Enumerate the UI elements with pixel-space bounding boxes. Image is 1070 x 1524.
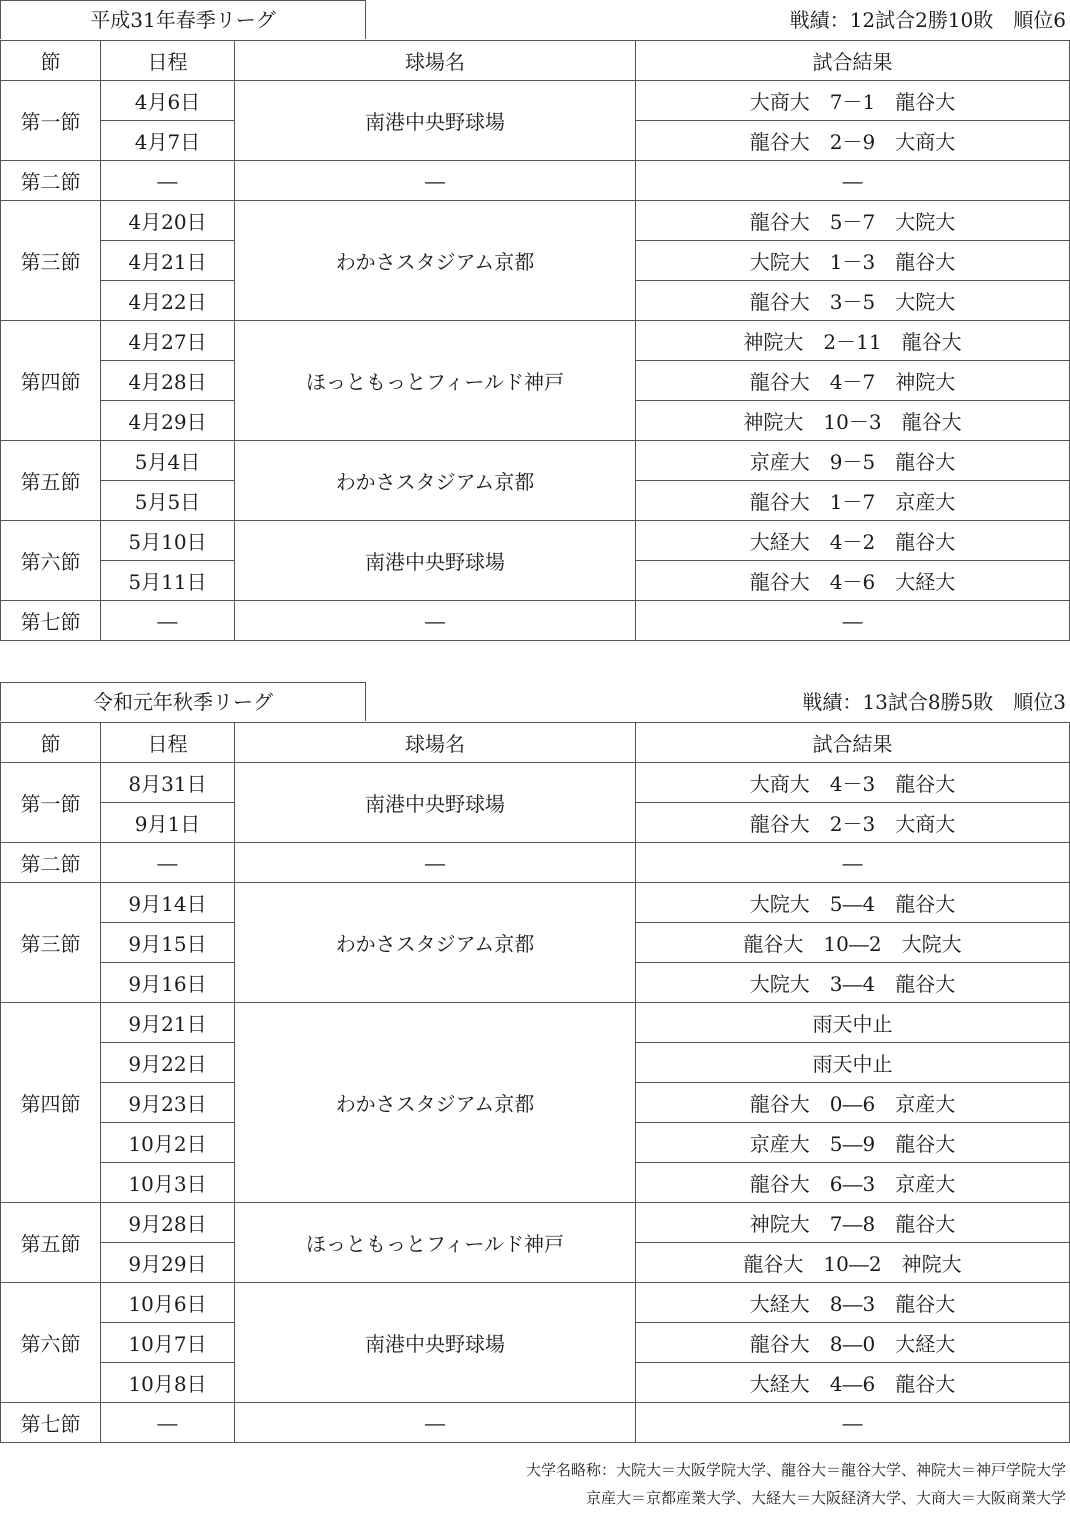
round-cell: 第一節 xyxy=(1,763,101,843)
date-cell: 9月15日 xyxy=(101,923,235,963)
section-title: 令和元年秋季リーグ xyxy=(0,682,366,721)
date-cell: 10月2日 xyxy=(101,1123,235,1163)
round-cell: 第四節 xyxy=(1,1003,101,1203)
result-cell: 龍谷大 10―2 神院大 xyxy=(636,1243,1070,1283)
date-cell: 10月6日 xyxy=(101,1283,235,1323)
result-cell: ― xyxy=(636,843,1070,883)
date-cell: 4月20日 xyxy=(101,201,235,241)
table-row xyxy=(1,601,1070,641)
date-cell: 9月14日 xyxy=(101,883,235,923)
venue-cell: ― xyxy=(235,843,636,883)
result-cell: 龍谷大 4－6 大経大 xyxy=(636,561,1070,601)
date-cell: 9月16日 xyxy=(101,963,235,1003)
date-cell: 10月8日 xyxy=(101,1363,235,1403)
result-cell: 京産大 9－5 龍谷大 xyxy=(636,441,1070,481)
date-cell: 4月27日 xyxy=(101,321,235,361)
date-cell: 10月7日 xyxy=(101,1323,235,1363)
header-section: 節 xyxy=(1,723,101,763)
date-cell: 9月1日 xyxy=(101,803,235,843)
round-cell: 第七節 xyxy=(1,601,101,641)
venue-cell: 南港中央野球場 xyxy=(235,763,636,843)
venue-cell: ― xyxy=(235,601,636,641)
header-result: 試合結果 xyxy=(636,723,1070,763)
date-cell: 4月29日 xyxy=(101,401,235,441)
section-record: 戦績：13試合8勝5敗 順位3 xyxy=(802,690,1066,714)
result-cell: ― xyxy=(636,1403,1070,1443)
venue-cell: わかさスタジアム京都 xyxy=(235,1003,636,1203)
result-cell: 神院大 10－3 龍谷大 xyxy=(636,401,1070,441)
date-cell: 4月6日 xyxy=(101,81,235,121)
venue-cell: 南港中央野球場 xyxy=(235,81,636,161)
table-row xyxy=(1,843,1070,883)
schedule-table xyxy=(0,40,1070,641)
date-cell: 4月21日 xyxy=(101,241,235,281)
table-row xyxy=(1,1003,1070,1043)
table-row xyxy=(1,201,1070,241)
date-cell: 9月28日 xyxy=(101,1203,235,1243)
date-cell: 5月11日 xyxy=(101,561,235,601)
result-cell: 龍谷大 4－7 神院大 xyxy=(636,361,1070,401)
header-row xyxy=(1,41,1070,81)
date-cell: 10月3日 xyxy=(101,1163,235,1203)
round-cell: 第三節 xyxy=(1,883,101,1003)
round-cell: 第二節 xyxy=(1,161,101,201)
round-cell: 第六節 xyxy=(1,1283,101,1403)
result-cell: 龍谷大 2－9 大商大 xyxy=(636,121,1070,161)
result-cell: 龍谷大 8―0 大経大 xyxy=(636,1323,1070,1363)
venue-cell: 南港中央野球場 xyxy=(235,1283,636,1403)
date-cell: 4月7日 xyxy=(101,121,235,161)
result-cell: 雨天中止 xyxy=(636,1003,1070,1043)
result-cell: 大商大 7－1 龍谷大 xyxy=(636,81,1070,121)
result-cell: 大経大 4―6 龍谷大 xyxy=(636,1363,1070,1403)
result-cell: 龍谷大 0―6 京産大 xyxy=(636,1083,1070,1123)
result-cell: 龍谷大 1－7 京産大 xyxy=(636,481,1070,521)
result-cell: 大経大 8―3 龍谷大 xyxy=(636,1283,1070,1323)
header-row xyxy=(1,723,1070,763)
round-cell: 第一節 xyxy=(1,81,101,161)
round-cell: 第三節 xyxy=(1,201,101,321)
result-cell: 京産大 5―9 龍谷大 xyxy=(636,1123,1070,1163)
section-title: 平成31年春季リーグ xyxy=(0,0,366,39)
date-cell: 9月29日 xyxy=(101,1243,235,1283)
venue-cell: わかさスタジアム京都 xyxy=(235,201,636,321)
date-cell: 9月22日 xyxy=(101,1043,235,1083)
table-row xyxy=(1,81,1070,121)
round-cell: 第七節 xyxy=(1,1403,101,1443)
date-cell: 9月21日 xyxy=(101,1003,235,1043)
date-cell: 4月28日 xyxy=(101,361,235,401)
date-cell: 8月31日 xyxy=(101,763,235,803)
result-cell: 龍谷大 2－3 大商大 xyxy=(636,803,1070,843)
table-row xyxy=(1,883,1070,923)
venue-cell: わかさスタジアム京都 xyxy=(235,441,636,521)
result-cell: ― xyxy=(636,601,1070,641)
result-cell: 大院大 5―4 龍谷大 xyxy=(636,883,1070,923)
table-row xyxy=(1,1403,1070,1443)
round-cell: 第六節 xyxy=(1,521,101,601)
footnote-line: 京産大＝京都産業大学、大経大＝大阪経済大学、大商大＝大阪商業大学 xyxy=(585,1489,1066,1507)
section-header xyxy=(0,0,1070,40)
result-cell: 龍谷大 5－7 大院大 xyxy=(636,201,1070,241)
venue-cell: ― xyxy=(235,1403,636,1443)
venue-cell: ― xyxy=(235,161,636,201)
header-result: 試合結果 xyxy=(636,41,1070,81)
result-cell: 大商大 4－3 龍谷大 xyxy=(636,763,1070,803)
date-cell: 5月5日 xyxy=(101,481,235,521)
result-cell: 大院大 3―4 龍谷大 xyxy=(636,963,1070,1003)
venue-cell: 南港中央野球場 xyxy=(235,521,636,601)
round-cell: 第四節 xyxy=(1,321,101,441)
result-cell: 龍谷大 6―3 京産大 xyxy=(636,1163,1070,1203)
date-cell: ― xyxy=(101,1403,235,1443)
table-row xyxy=(1,763,1070,803)
result-cell: 神院大 7―8 龍谷大 xyxy=(636,1203,1070,1243)
header-venue: 球場名 xyxy=(235,723,636,763)
schedule-table xyxy=(0,722,1070,1443)
footnote-line: 大学名略称：大院大＝大阪学院大学、龍谷大＝龍谷大学、神院大＝神戸学院大学 xyxy=(525,1461,1066,1479)
date-cell: ― xyxy=(101,601,235,641)
section-header xyxy=(0,682,1070,722)
date-cell: ― xyxy=(101,843,235,883)
footnote xyxy=(526,1456,1066,1512)
table-row xyxy=(1,521,1070,561)
date-cell: ― xyxy=(101,161,235,201)
venue-cell: ほっともっとフィールド神戸 xyxy=(235,1203,636,1283)
result-cell: 大院大 1－3 龍谷大 xyxy=(636,241,1070,281)
venue-cell: わかさスタジアム京都 xyxy=(235,883,636,1003)
result-cell: 龍谷大 3－5 大院大 xyxy=(636,281,1070,321)
header-date: 日程 xyxy=(101,723,235,763)
header-venue: 球場名 xyxy=(235,41,636,81)
round-cell: 第二節 xyxy=(1,843,101,883)
table-row xyxy=(1,441,1070,481)
date-cell: 9月23日 xyxy=(101,1083,235,1123)
section-record: 戦績：12試合2勝10敗 順位6 xyxy=(789,8,1066,32)
result-cell: 雨天中止 xyxy=(636,1043,1070,1083)
table-row xyxy=(1,1203,1070,1243)
venue-cell: ほっともっとフィールド神戸 xyxy=(235,321,636,441)
table-row xyxy=(1,321,1070,361)
date-cell: 5月10日 xyxy=(101,521,235,561)
season-section-1 xyxy=(0,682,1070,1443)
season-section-0 xyxy=(0,0,1070,641)
result-cell: 大経大 4－2 龍谷大 xyxy=(636,521,1070,561)
result-cell: 龍谷大 10―2 大院大 xyxy=(636,923,1070,963)
round-cell: 第五節 xyxy=(1,441,101,521)
table-row xyxy=(1,161,1070,201)
header-section: 節 xyxy=(1,41,101,81)
header-date: 日程 xyxy=(101,41,235,81)
date-cell: 4月22日 xyxy=(101,281,235,321)
table-row xyxy=(1,1283,1070,1323)
round-cell: 第五節 xyxy=(1,1203,101,1283)
date-cell: 5月4日 xyxy=(101,441,235,481)
result-cell: 神院大 2－11 龍谷大 xyxy=(636,321,1070,361)
result-cell: ― xyxy=(636,161,1070,201)
